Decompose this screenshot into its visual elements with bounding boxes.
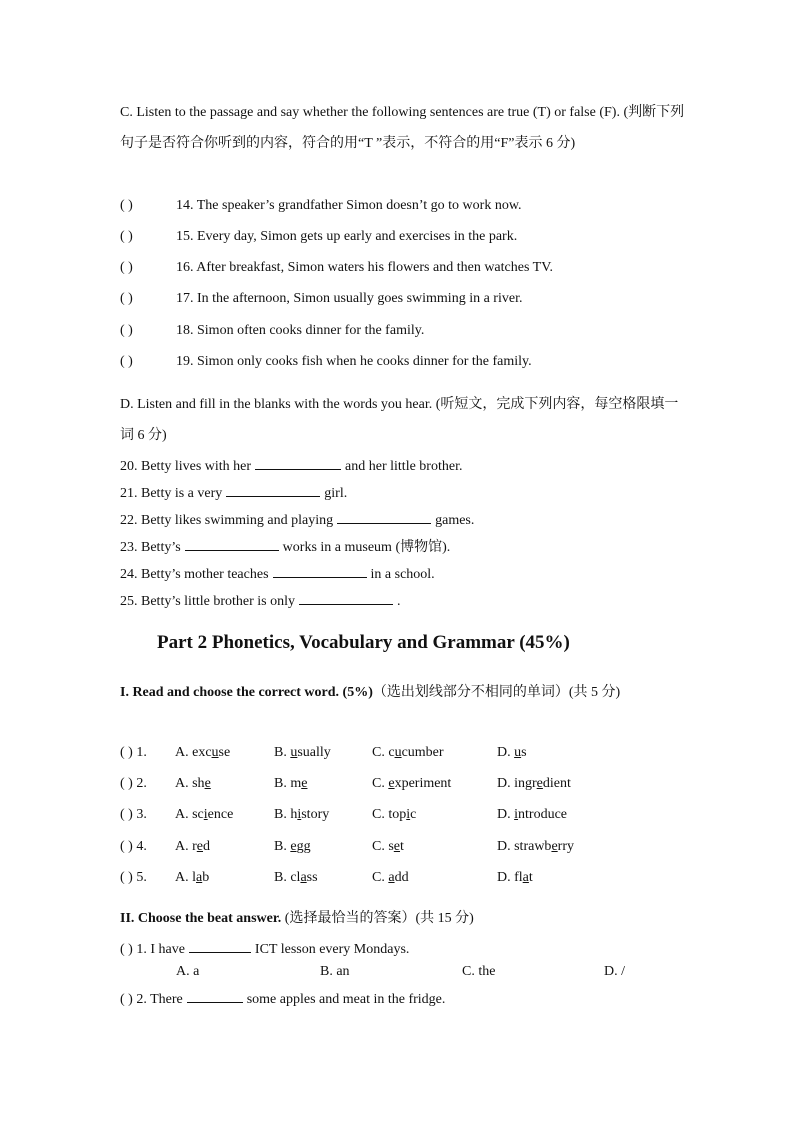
answer-paren: ( ) [120,323,133,338]
answer-paren: ( ) [120,260,133,275]
answer-paren: ( ) [120,291,133,306]
option-b[interactable]: B. history [274,807,330,822]
answer-paren: ( ) [120,354,133,369]
option-c[interactable]: C. experiment [372,776,452,791]
list-item: ( ) 2. There some apples and meat in the fridge. [120,988,445,1009]
answer-blank[interactable] [189,938,251,953]
section-d-intro: D. Listen and fill in the blanks with the words you hear. (听短文，完成下列内容，每空格限填一词 6 分) [120,397,679,443]
list-item: ( ) 17. In the afternoon, Simon usually goes swimming in a river. [120,291,523,306]
option-a[interactable]: A. a [176,964,200,979]
answer-paren: ( ) [120,198,133,213]
option-a[interactable]: A. she [175,776,211,791]
list-item: ( ) 18. Simon often cooks dinner for the family. [120,323,425,338]
option-c[interactable]: C. the [462,964,496,979]
section-c-intro: C. Listen to the passage and say whether the following sentences are true (T) or false (F). (判断下列句子是否符合你听到的内容，符合的用“T ”表示，不符合的用“F”表示 6 分) [120,105,685,151]
option-d[interactable]: D. us [497,745,527,760]
option-c[interactable]: C. cucumber [372,745,444,760]
answer-blank[interactable] [187,988,243,1003]
list-item: ( ) 16. After breakfast, Simon waters his flowers and then watches TV. [120,260,554,275]
answer-blank[interactable] [337,509,431,524]
answer-paren: ( ) [120,229,133,244]
list-item: 25. Betty’s little brother is only . [120,590,401,611]
option-a[interactable]: A. excuse [175,745,231,760]
question-number: ( ) 3. [120,807,147,822]
list-item: 21. Betty is a very girl. [120,482,347,503]
option-c[interactable]: C. topic [372,807,417,822]
list-item: ( ) 14. The speaker’s grandfather Simon doesn’t go to work now. [120,198,522,213]
list-item: ( ) 15. Every day, Simon gets up early and exercises in the park. [120,229,518,244]
option-d[interactable]: D. ingredient [497,776,571,791]
option-d[interactable]: D. introduce [497,807,567,822]
section-ii-intro [120,910,474,928]
answer-blank[interactable] [185,536,279,551]
option-b[interactable]: B. class [274,870,318,885]
list-item: ( ) 1. I have ICT lesson every Mondays. [120,938,409,959]
option-a[interactable]: A. lab [175,870,210,885]
section-ii-title: II. Choose the beat answer. [120,911,282,926]
option-b[interactable]: B. me [274,776,308,791]
option-d[interactable]: D. flat [497,870,533,885]
list-item: 22. Betty likes swimming and playing games. [120,509,474,530]
question-number: ( ) 2. [120,776,147,791]
question-number: ( ) 5. [120,870,147,885]
option-b[interactable]: B. an [320,964,350,979]
option-d[interactable]: D. strawberry [497,839,574,854]
answer-blank[interactable] [255,455,341,470]
option-d[interactable]: D. / [604,964,625,979]
section-i-intro [120,677,690,708]
option-a[interactable]: A. red [175,839,210,854]
list-item: 20. Betty lives with her and her little brother. [120,455,462,476]
section-i-title: I. Read and choose the correct word. (5%) [120,685,373,700]
section-i-note: （选出划线部分不相同的单词）(共 5 分) [372,685,621,700]
question-number: ( ) 4. [120,839,147,854]
list-item: 23. Betty’s works in a museum (博物馆). [120,536,450,557]
answer-blank[interactable] [299,590,393,605]
list-item: ( ) 19. Simon only cooks fish when he cooks dinner for the family. [120,354,532,369]
list-item: 24. Betty’s mother teaches in a school. [120,563,435,584]
option-c[interactable]: C. add [372,870,409,885]
question-number: ( ) 1. [120,745,147,760]
part-2-heading: Part 2 Phonetics, Vocabulary and Grammar (45%) [157,632,570,653]
answer-blank[interactable] [273,563,367,578]
option-b[interactable]: B. egg [274,839,311,854]
option-c[interactable]: C. set [372,839,404,854]
section-ii-note: (选择最恰当的答案）(共 15 分) [284,911,474,926]
option-b[interactable]: B. usually [274,745,331,760]
option-a[interactable]: A. science [175,807,234,822]
answer-blank[interactable] [226,482,320,497]
